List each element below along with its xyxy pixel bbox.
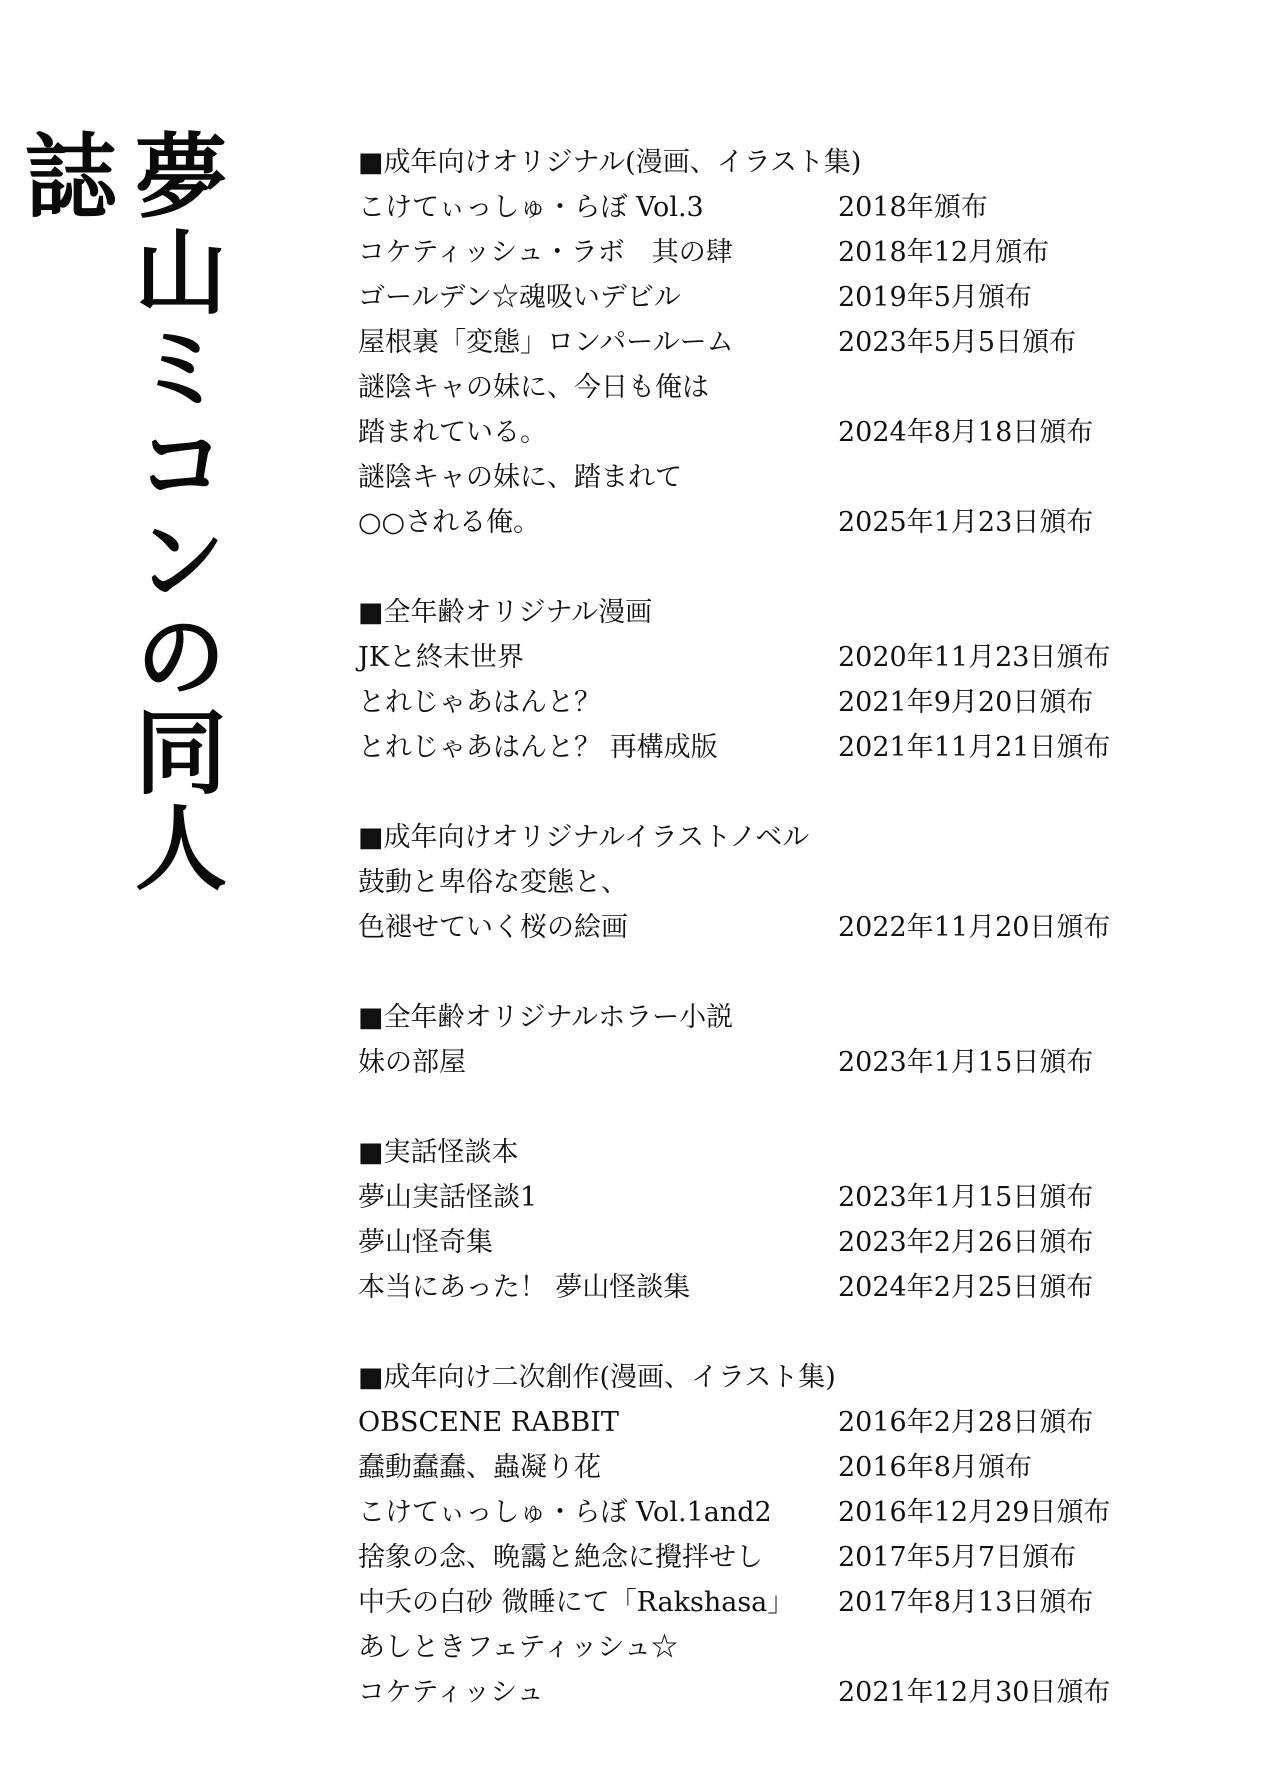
item-title: 本当にあった！ 夢山怪談集 — [358, 1272, 691, 1303]
item-date: 2016年12月29日頒布 — [838, 1497, 1111, 1528]
section-true-ghost-stories — [358, 1130, 1218, 1310]
item-date: 2016年2月28日頒布 — [838, 1407, 1094, 1438]
list-item — [358, 410, 1218, 455]
list-item — [358, 1670, 1218, 1715]
list-item — [358, 1580, 1218, 1625]
item-title: 夢山実話怪談1 — [358, 1182, 538, 1213]
list-item — [358, 1625, 1218, 1670]
list-item — [358, 725, 1218, 770]
item-date: 2018年頒布 — [838, 192, 988, 223]
item-date: 2021年11月21日頒布 — [838, 732, 1111, 763]
item-title: 色褪せていく桜の絵画 — [358, 912, 628, 943]
list-item — [358, 500, 1218, 545]
item-date: 2017年5月7日頒布 — [838, 1542, 1077, 1573]
item-date: 2023年2月26日頒布 — [838, 1227, 1094, 1258]
item-title: ○○される俺。 — [358, 507, 541, 538]
item-date: 2023年5月5日頒布 — [838, 327, 1077, 358]
list-item — [358, 1445, 1218, 1490]
item-date: 2021年12月30日頒布 — [838, 1677, 1111, 1708]
item-title: あしときフェティッシュ☆ — [358, 1632, 678, 1663]
list-item — [358, 1400, 1218, 1445]
item-date: 2023年1月15日頒布 — [838, 1182, 1094, 1213]
item-title: 踏まれている。 — [358, 417, 547, 448]
item-title: 鼓動と卑俗な変態と、 — [358, 867, 628, 898]
publication-list — [358, 140, 1218, 1760]
list-item — [358, 1040, 1218, 1085]
section-adult-derivative — [358, 1355, 1218, 1715]
item-title: 蠢動蠢蠢、蟲凝り花 — [358, 1452, 601, 1483]
item-date: 2021年9月20日頒布 — [838, 687, 1094, 718]
list-item — [358, 1265, 1218, 1310]
item-title: JKと終末世界 — [358, 642, 524, 673]
list-item — [358, 1490, 1218, 1535]
section-heading: ■成年向け二次創作(漫画、イラスト集) — [358, 1362, 836, 1393]
list-item — [358, 905, 1218, 950]
item-title: 捨象の念、晩靄と絶念に攪拌せし — [358, 1542, 763, 1573]
list-item — [358, 185, 1218, 230]
item-title: 妹の部屋 — [358, 1047, 466, 1078]
item-date: 2018年12月頒布 — [838, 237, 1050, 268]
item-title: 屋根裏「変態」ロンパールーム — [358, 327, 734, 358]
item-title: 謎陰キャの妹に、踏まれて — [358, 462, 682, 493]
item-title: 中夭の白砂 微睡にて「Rakshasa」 — [358, 1587, 795, 1618]
item-title: とれじゃあはんと？ 再構成版 — [358, 732, 718, 763]
item-title: とれじゃあはんと？ — [358, 687, 601, 718]
list-item — [358, 275, 1218, 320]
item-title: 謎陰キャの妹に、今日も俺は — [358, 372, 709, 403]
item-date: 2023年1月15日頒布 — [838, 1047, 1094, 1078]
item-title: ゴールデン☆魂吸いデビル — [358, 282, 681, 313]
item-date: 2017年8月13日頒布 — [838, 1587, 1094, 1618]
page-title: 夢山ミコンの同人誌 — [10, 128, 227, 896]
list-item — [358, 230, 1218, 275]
list-item — [358, 680, 1218, 725]
item-date: 2022年11月20日頒布 — [838, 912, 1111, 943]
item-title: こけてぃっしゅ・らぼ Vol.3 — [358, 192, 704, 223]
list-item — [358, 860, 1218, 905]
section-adult-illust-novel — [358, 815, 1218, 950]
item-date: 2020年11月23日頒布 — [838, 642, 1111, 673]
item-date: 2016年8月頒布 — [838, 1452, 1032, 1483]
list-item — [358, 635, 1218, 680]
item-date: 2024年2月25日頒布 — [838, 1272, 1094, 1303]
list-item — [358, 1535, 1218, 1580]
item-title: こけてぃっしゅ・らぼ Vol.1and2 — [358, 1497, 772, 1528]
section-horror-novel — [358, 995, 1218, 1085]
item-title: コケティッシュ・ラボ 其の肆 — [358, 237, 733, 268]
section-heading: ■実話怪談本 — [358, 1137, 519, 1168]
list-item — [358, 365, 1218, 410]
item-date: 2019年5月頒布 — [838, 282, 1032, 313]
section-heading: ■全年齢オリジナル漫画 — [358, 597, 653, 628]
section-all-ages-manga — [358, 590, 1218, 770]
item-title: 夢山怪奇集 — [358, 1227, 493, 1258]
section-heading: ■成年向けオリジナル(漫画、イラスト集) — [358, 147, 862, 178]
item-title: コケティッシュ — [358, 1677, 544, 1708]
section-heading: ■成年向けオリジナルイラストノベル — [358, 822, 810, 853]
section-heading: ■全年齢オリジナルホラー小説 — [358, 1002, 734, 1033]
list-item — [358, 1220, 1218, 1265]
item-date: 2024年8月18日頒布 — [838, 417, 1094, 448]
list-item — [358, 455, 1218, 500]
item-date: 2025年1月23日頒布 — [838, 507, 1094, 538]
section-adult-original — [358, 140, 1218, 545]
list-item — [358, 1175, 1218, 1220]
item-title: OBSCENE RABBIT — [358, 1407, 619, 1438]
list-item — [358, 320, 1218, 365]
